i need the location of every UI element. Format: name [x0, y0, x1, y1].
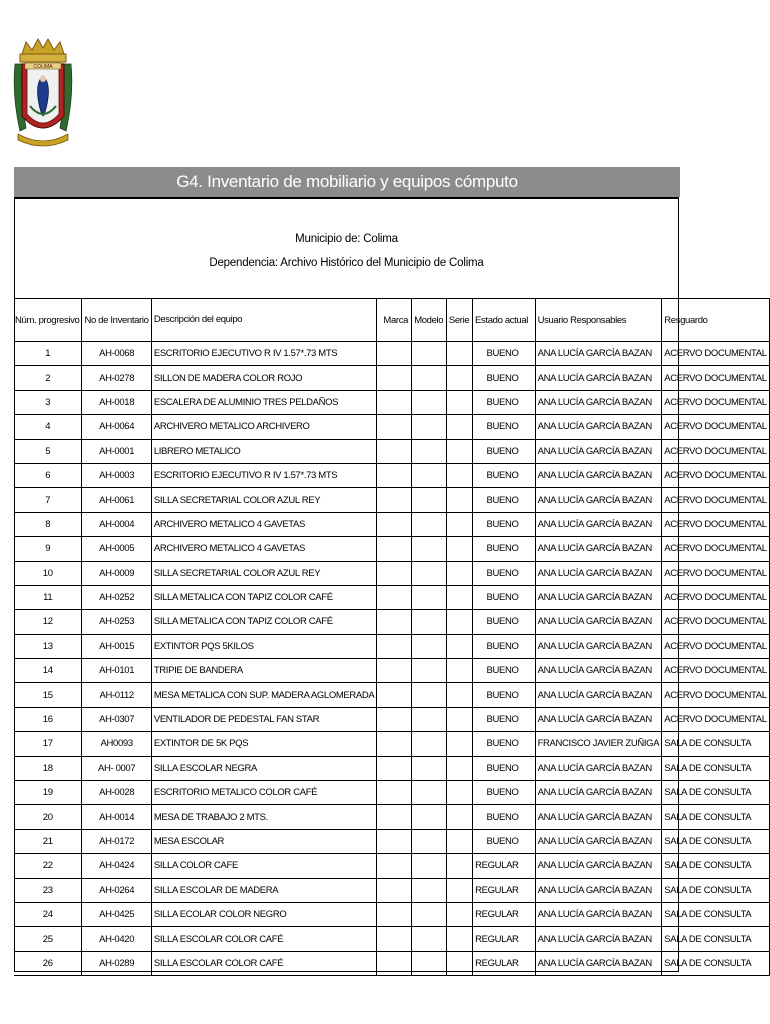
cell-num: 11	[14, 585, 82, 609]
cell-estado: BUENO	[473, 732, 536, 756]
cell-marca	[377, 878, 412, 902]
col-num-progresivo: Núm. progresivo	[14, 299, 82, 342]
cell-usuario: ANA LUCÍA GARCÍA BAZAN	[535, 683, 662, 707]
cell-usuario: ANA LUCÍA GARCÍA BAZAN	[535, 561, 662, 585]
cell-usuario: ANA LUCÍA GARCÍA BAZAN	[535, 659, 662, 683]
cell-usuario: ANA LUCÍA GARCÍA BAZAN	[535, 927, 662, 951]
cell-marca	[377, 585, 412, 609]
cell-usuario: ANA LUCÍA GARCÍA BAZAN	[535, 488, 662, 512]
cell-resguardo: SALA DE CONSULTA	[662, 781, 770, 805]
cell-modelo	[412, 415, 447, 439]
cell-inventario: AH-0068	[82, 342, 151, 366]
cell-inventario: AH-0307	[82, 707, 151, 731]
cell-usuario: ANA LUCÍA GARCÍA BAZAN	[535, 512, 662, 536]
cell-num: 13	[14, 634, 82, 658]
cell-num: 23	[14, 878, 82, 902]
cell-serie	[446, 585, 472, 609]
cell-num: 21	[14, 829, 82, 853]
cell-resguardo: ACERVO DOCUMENTAL	[662, 634, 770, 658]
cell-marca	[377, 659, 412, 683]
cell-resguardo: ACERVO DOCUMENTAL	[662, 585, 770, 609]
cell-modelo	[412, 439, 447, 463]
cell-marca	[377, 439, 412, 463]
col-modelo: Modelo	[412, 299, 447, 342]
cell-inventario: AH-0028	[82, 781, 151, 805]
cell-modelo	[412, 610, 447, 634]
cell-serie	[446, 829, 472, 853]
cell-descripcion: ESCRITORIO METALICO COLOR CAFÉ	[151, 781, 377, 805]
cell-usuario: ANA LUCÍA GARCÍA BAZAN	[535, 902, 662, 926]
cell-num: 25	[14, 927, 82, 951]
col-serie: Serie	[446, 299, 472, 342]
cell-num: 3	[14, 390, 82, 414]
cell-inventario: AH-0061	[82, 488, 151, 512]
cell-usuario: ANA LUCÍA GARCÍA BAZAN	[535, 634, 662, 658]
cell-num: 2	[14, 366, 82, 390]
cell-resguardo: SALA DE CONSULTA	[662, 854, 770, 878]
cell-inventario: AH-0014	[82, 805, 151, 829]
cell-serie	[446, 512, 472, 536]
table-row	[14, 439, 770, 463]
cell-resguardo: ACERVO DOCUMENTAL	[662, 488, 770, 512]
cell-inventario: AH-0001	[82, 439, 151, 463]
table-row	[14, 610, 770, 634]
cell-inventario: AH-0064	[82, 415, 151, 439]
cell-serie	[446, 927, 472, 951]
cell-resguardo: SALA DE CONSULTA	[662, 756, 770, 780]
col-no-inventario: No de Inventario	[82, 299, 151, 342]
cell-marca	[377, 732, 412, 756]
table-row	[14, 927, 770, 951]
table-row	[14, 683, 770, 707]
cell-inventario: AH-0425	[82, 902, 151, 926]
cell-marca	[377, 537, 412, 561]
cell-descripcion: LIBRERO METALICO	[151, 439, 377, 463]
cell-descripcion: SILLA ESCOLAR COLOR CAFÉ	[151, 927, 377, 951]
cell-modelo	[412, 390, 447, 414]
cell-inventario: AH-0253	[82, 610, 151, 634]
cell-estado: BUENO	[473, 683, 536, 707]
cell-serie	[446, 707, 472, 731]
cell-resguardo: ACERVO DOCUMENTAL	[662, 659, 770, 683]
cell-num: 20	[14, 805, 82, 829]
colima-coat-of-arms-logo	[12, 36, 74, 152]
col-estado-actual: Estado actual	[473, 299, 536, 342]
table-row	[14, 805, 770, 829]
cell-num: 1	[14, 342, 82, 366]
cell-resguardo: SALA DE CONSULTA	[662, 951, 770, 975]
cell-modelo	[412, 561, 447, 585]
table-row	[14, 342, 770, 366]
cell-resguardo: ACERVO DOCUMENTAL	[662, 561, 770, 585]
cell-inventario: AH-0003	[82, 463, 151, 487]
cell-marca	[377, 390, 412, 414]
cell-inventario: AH-0004	[82, 512, 151, 536]
cell-inventario: AH-0252	[82, 585, 151, 609]
cell-resguardo: SALA DE CONSULTA	[662, 829, 770, 853]
cell-descripcion: ESCALERA DE ALUMINIO TRES PELDAÑOS	[151, 390, 377, 414]
cell-inventario: AH-0264	[82, 878, 151, 902]
cell-estado: BUENO	[473, 561, 536, 585]
cell-inventario: AH0093	[82, 732, 151, 756]
cell-num: 17	[14, 732, 82, 756]
cell-estado: REGULAR	[473, 951, 536, 975]
cell-num: 14	[14, 659, 82, 683]
cell-usuario: ANA LUCÍA GARCÍA BAZAN	[535, 951, 662, 975]
cell-inventario: AH-0009	[82, 561, 151, 585]
cell-estado: REGULAR	[473, 878, 536, 902]
cell-marca	[377, 805, 412, 829]
cell-descripcion: SILLA SECRETARIAL COLOR AZUL REY	[151, 561, 377, 585]
table-row	[14, 781, 770, 805]
cell-descripcion: ARCHIVERO METALICO 4 GAVETAS	[151, 512, 377, 536]
cell-usuario: ANA LUCÍA GARCÍA BAZAN	[535, 537, 662, 561]
table-row	[14, 659, 770, 683]
cell-serie	[446, 463, 472, 487]
cell-serie	[446, 902, 472, 926]
cell-resguardo: SALA DE CONSULTA	[662, 805, 770, 829]
cell-modelo	[412, 463, 447, 487]
cell-serie	[446, 732, 472, 756]
cell-marca	[377, 463, 412, 487]
table-row	[14, 463, 770, 487]
table-row	[14, 488, 770, 512]
table-row	[14, 951, 770, 975]
cell-num: 19	[14, 781, 82, 805]
cell-descripcion: ARCHIVERO METALICO 4 GAVETAS	[151, 537, 377, 561]
cell-descripcion: SILLA ECOLAR COLOR NEGRO	[151, 902, 377, 926]
cell-usuario: ANA LUCÍA GARCÍA BAZAN	[535, 463, 662, 487]
dependencia-label: Dependencia: Archivo Histórico del Municipio de Colima	[209, 257, 484, 269]
cell-resguardo: SALA DE CONSULTA	[662, 902, 770, 926]
cell-marca	[377, 902, 412, 926]
cell-usuario: ANA LUCÍA GARCÍA BAZAN	[535, 878, 662, 902]
table-row	[14, 366, 770, 390]
page-title: G4. Inventario de mobiliario y equipos cómputo	[14, 167, 680, 197]
cell-descripcion: MESA DE TRABAJO 2 MTS.	[151, 805, 377, 829]
cell-estado: BUENO	[473, 634, 536, 658]
table-row	[14, 561, 770, 585]
cell-resguardo: ACERVO DOCUMENTAL	[662, 366, 770, 390]
table-row	[14, 585, 770, 609]
cell-serie	[446, 488, 472, 512]
cell-modelo	[412, 805, 447, 829]
logo-banner-text: COLIMA	[33, 64, 53, 70]
cell-usuario: ANA LUCÍA GARCÍA BAZAN	[535, 805, 662, 829]
cell-modelo	[412, 829, 447, 853]
cell-modelo	[412, 342, 447, 366]
cell-marca	[377, 683, 412, 707]
table-row	[14, 537, 770, 561]
cell-descripcion: MESA METALICA CON SUP. MADERA AGLOMERADA	[151, 683, 377, 707]
col-descripcion: Descripción del equipo	[151, 299, 377, 342]
cell-estado: BUENO	[473, 537, 536, 561]
cell-inventario: AH-0420	[82, 927, 151, 951]
cell-marca	[377, 415, 412, 439]
cell-marca	[377, 707, 412, 731]
cell-usuario: ANA LUCÍA GARCÍA BAZAN	[535, 585, 662, 609]
cell-resguardo: ACERVO DOCUMENTAL	[662, 342, 770, 366]
cell-num: 7	[14, 488, 82, 512]
cell-resguardo: ACERVO DOCUMENTAL	[662, 390, 770, 414]
cell-estado: BUENO	[473, 585, 536, 609]
inventory-table	[14, 298, 770, 976]
cell-modelo	[412, 537, 447, 561]
municipio-label: Municipio de: Colima	[295, 233, 398, 245]
cell-marca	[377, 854, 412, 878]
cell-estado: BUENO	[473, 390, 536, 414]
cell-estado: BUENO	[473, 805, 536, 829]
cell-marca	[377, 366, 412, 390]
cell-inventario: AH-0015	[82, 634, 151, 658]
cell-marca	[377, 512, 412, 536]
cell-descripcion: SILLA METALICA CON TAPIZ COLOR CAFÉ	[151, 585, 377, 609]
cell-descripcion: SILLA SECRETARIAL COLOR AZUL REY	[151, 488, 377, 512]
cell-estado: BUENO	[473, 756, 536, 780]
cell-modelo	[412, 634, 447, 658]
cell-modelo	[412, 659, 447, 683]
table-row	[14, 878, 770, 902]
cell-marca	[377, 342, 412, 366]
col-marca: Marca	[377, 299, 412, 342]
cell-modelo	[412, 781, 447, 805]
table-row	[14, 707, 770, 731]
cell-descripcion: SILLA METALICA CON TAPIZ COLOR CAFÉ	[151, 610, 377, 634]
cell-descripcion: MESA ESCOLAR	[151, 829, 377, 853]
cell-descripcion: EXTINTOR PQS 5KILOS	[151, 634, 377, 658]
cell-modelo	[412, 585, 447, 609]
table-row	[14, 634, 770, 658]
cell-descripcion: ESCRITORIO EJECUTIVO R IV 1.57*.73 MTS	[151, 342, 377, 366]
cell-serie	[446, 659, 472, 683]
cell-usuario: ANA LUCÍA GARCÍA BAZAN	[535, 439, 662, 463]
table-row	[14, 829, 770, 853]
cell-modelo	[412, 878, 447, 902]
cell-estado: BUENO	[473, 781, 536, 805]
cell-marca	[377, 561, 412, 585]
table-row	[14, 732, 770, 756]
cell-usuario: ANA LUCÍA GARCÍA BAZAN	[535, 415, 662, 439]
cell-serie	[446, 390, 472, 414]
cell-estado: BUENO	[473, 439, 536, 463]
cell-num: 24	[14, 902, 82, 926]
cell-inventario: AH-0278	[82, 366, 151, 390]
cell-serie	[446, 366, 472, 390]
cell-marca	[377, 610, 412, 634]
cell-estado: BUENO	[473, 366, 536, 390]
table-row	[14, 415, 770, 439]
cell-modelo	[412, 902, 447, 926]
cell-num: 10	[14, 561, 82, 585]
cell-usuario: ANA LUCÍA GARCÍA BAZAN	[535, 366, 662, 390]
cell-usuario: ANA LUCÍA GARCÍA BAZAN	[535, 854, 662, 878]
cell-serie	[446, 415, 472, 439]
cell-serie	[446, 951, 472, 975]
cell-modelo	[412, 366, 447, 390]
cell-serie	[446, 634, 472, 658]
cell-num: 9	[14, 537, 82, 561]
cell-serie	[446, 439, 472, 463]
cell-inventario: AH-0424	[82, 854, 151, 878]
cell-num: 26	[14, 951, 82, 975]
cell-descripcion: VENTILADOR DE PEDESTAL FAN STAR	[151, 707, 377, 731]
cell-serie	[446, 878, 472, 902]
cell-num: 18	[14, 756, 82, 780]
cell-modelo	[412, 927, 447, 951]
cell-resguardo: ACERVO DOCUMENTAL	[662, 610, 770, 634]
cell-num: 5	[14, 439, 82, 463]
cell-marca	[377, 829, 412, 853]
cell-inventario: AH-0112	[82, 683, 151, 707]
cell-inventario: AH- 0007	[82, 756, 151, 780]
cell-estado: REGULAR	[473, 854, 536, 878]
cell-marca	[377, 951, 412, 975]
cell-marca	[377, 488, 412, 512]
cell-estado: BUENO	[473, 610, 536, 634]
table-row	[14, 854, 770, 878]
cell-estado: BUENO	[473, 415, 536, 439]
cell-usuario: ANA LUCÍA GARCÍA BAZAN	[535, 610, 662, 634]
cell-estado: BUENO	[473, 463, 536, 487]
cell-descripcion: SILLA ESCOLAR NEGRA	[151, 756, 377, 780]
cell-resguardo: ACERVO DOCUMENTAL	[662, 512, 770, 536]
cell-modelo	[412, 951, 447, 975]
cell-num: 15	[14, 683, 82, 707]
col-usuario-responsables: Usuario Responsables	[535, 299, 662, 342]
cell-serie	[446, 756, 472, 780]
cell-inventario: AH-0289	[82, 951, 151, 975]
cell-serie	[446, 610, 472, 634]
cell-estado: BUENO	[473, 707, 536, 731]
cell-num: 12	[14, 610, 82, 634]
cell-estado: BUENO	[473, 342, 536, 366]
table-row	[14, 756, 770, 780]
cell-usuario: ANA LUCÍA GARCÍA BAZAN	[535, 781, 662, 805]
cell-usuario: FRANCISCO JAVIER ZUÑIGA	[535, 732, 662, 756]
cell-inventario: AH-0101	[82, 659, 151, 683]
cell-modelo	[412, 488, 447, 512]
cell-serie	[446, 561, 472, 585]
cell-marca	[377, 634, 412, 658]
cell-modelo	[412, 732, 447, 756]
cell-num: 8	[14, 512, 82, 536]
cell-resguardo: ACERVO DOCUMENTAL	[662, 707, 770, 731]
cell-resguardo: SALA DE CONSULTA	[662, 732, 770, 756]
cell-modelo	[412, 512, 447, 536]
cell-usuario: ANA LUCÍA GARCÍA BAZAN	[535, 707, 662, 731]
cell-estado: BUENO	[473, 829, 536, 853]
cell-descripcion: ARCHIVERO METALICO ARCHIVERO	[151, 415, 377, 439]
cell-usuario: ANA LUCÍA GARCÍA BAZAN	[535, 342, 662, 366]
col-resguardo: Resguardo	[662, 299, 770, 342]
cell-descripcion: TRIPIE DE BANDERA	[151, 659, 377, 683]
cell-serie	[446, 781, 472, 805]
cell-estado: BUENO	[473, 488, 536, 512]
table-row	[14, 512, 770, 536]
cell-num: 16	[14, 707, 82, 731]
cell-descripcion: SILLA ESCOLAR DE MADERA	[151, 878, 377, 902]
cell-modelo	[412, 683, 447, 707]
cell-modelo	[412, 756, 447, 780]
cell-marca	[377, 927, 412, 951]
table-row	[14, 902, 770, 926]
table-row	[14, 390, 770, 414]
cell-serie	[446, 683, 472, 707]
cell-num: 4	[14, 415, 82, 439]
cell-resguardo: SALA DE CONSULTA	[662, 927, 770, 951]
cell-estado: REGULAR	[473, 902, 536, 926]
cell-marca	[377, 756, 412, 780]
cell-descripcion: SILLA ESCOLAR COLOR CAFÉ	[151, 951, 377, 975]
cell-resguardo: ACERVO DOCUMENTAL	[662, 683, 770, 707]
cell-resguardo: ACERVO DOCUMENTAL	[662, 537, 770, 561]
cell-descripcion: SILLON DE MADERA COLOR ROJO	[151, 366, 377, 390]
cell-inventario: AH-0005	[82, 537, 151, 561]
cell-inventario: AH-0172	[82, 829, 151, 853]
cell-usuario: ANA LUCÍA GARCÍA BAZAN	[535, 756, 662, 780]
cell-descripcion: SILLA COLOR CAFE	[151, 854, 377, 878]
cell-num: 22	[14, 854, 82, 878]
cell-modelo	[412, 707, 447, 731]
cell-inventario: AH-0018	[82, 390, 151, 414]
cell-serie	[446, 537, 472, 561]
cell-serie	[446, 805, 472, 829]
cell-resguardo: ACERVO DOCUMENTAL	[662, 415, 770, 439]
cell-serie	[446, 854, 472, 878]
cell-marca	[377, 781, 412, 805]
cell-estado: BUENO	[473, 512, 536, 536]
cell-serie	[446, 342, 472, 366]
cell-descripcion: EXTINTOR DE 5K PQS	[151, 732, 377, 756]
table-header-row	[14, 299, 770, 342]
cell-usuario: ANA LUCÍA GARCÍA BAZAN	[535, 829, 662, 853]
cell-num: 6	[14, 463, 82, 487]
cell-estado: REGULAR	[473, 927, 536, 951]
cell-estado: BUENO	[473, 659, 536, 683]
cell-descripcion: ESCRITORIO EJECUTIVO R IV 1.57*.73 MTS	[151, 463, 377, 487]
cell-resguardo: ACERVO DOCUMENTAL	[662, 463, 770, 487]
cell-resguardo: ACERVO DOCUMENTAL	[662, 439, 770, 463]
cell-modelo	[412, 854, 447, 878]
cell-usuario: ANA LUCÍA GARCÍA BAZAN	[535, 390, 662, 414]
cell-resguardo: SALA DE CONSULTA	[662, 878, 770, 902]
